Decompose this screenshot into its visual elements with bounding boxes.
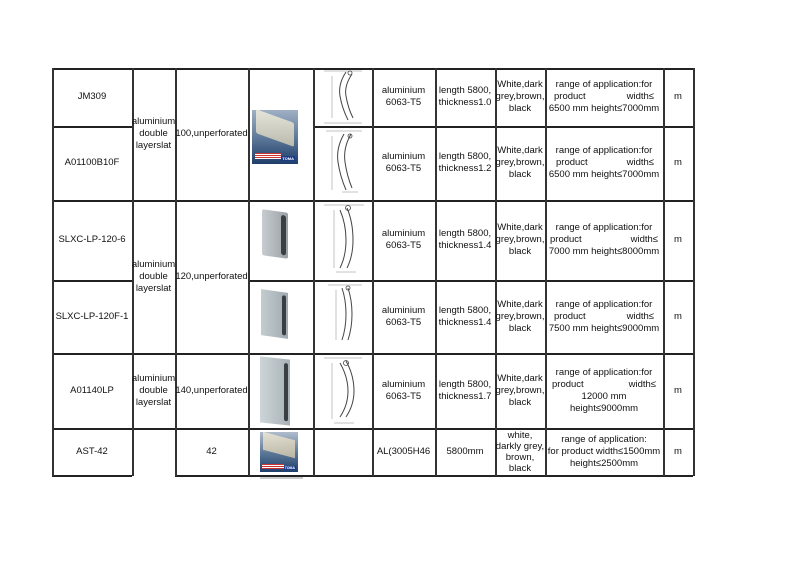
- model-cell: [52, 280, 132, 353]
- spec-line: length 5800,: [438, 151, 492, 162]
- spec-line: 5800mm: [446, 445, 484, 457]
- slat-type-line: layerslat: [135, 282, 172, 294]
- range-line: product: [550, 234, 582, 245]
- material: aluminium 6063-T5: [381, 151, 426, 174]
- range-line: range of application:for: [555, 79, 653, 90]
- range-line: product: [554, 91, 586, 102]
- slat-type-line: layerslat: [135, 140, 172, 151]
- unit: m: [674, 91, 682, 102]
- slat-groove: [284, 363, 288, 421]
- colors-cell: [495, 280, 545, 353]
- slat-size-cell: [175, 200, 248, 353]
- range-line: width≤: [626, 91, 654, 102]
- col-divider: [313, 68, 315, 476]
- range-cell: [545, 428, 663, 475]
- colors-cell: [495, 200, 545, 280]
- slat-groove: [282, 295, 286, 336]
- model-cell: [52, 126, 132, 200]
- color-line: black: [508, 246, 532, 257]
- range-line: range of application:for: [555, 366, 653, 378]
- slat-size-cell: [175, 353, 248, 428]
- slat-type-line: double: [139, 128, 168, 139]
- unit-cell: [663, 428, 693, 475]
- color-line: black: [508, 322, 532, 334]
- table-border-right: [693, 68, 695, 476]
- unit: m: [674, 384, 682, 396]
- slat-type-cell: [132, 353, 175, 428]
- profile-drawing: [318, 202, 368, 278]
- material-cell: [372, 353, 435, 428]
- color-line: darkly grey,: [495, 440, 545, 452]
- slat-type-line: aluminium: [131, 372, 176, 384]
- model-cell: [52, 200, 132, 280]
- color-line: grey,brown,: [495, 384, 545, 396]
- model-name: SLXC-LP-120-6: [58, 234, 126, 245]
- model-name: A01140LP: [70, 384, 114, 396]
- range-line: width≤: [626, 310, 654, 322]
- slat-type-line: double: [139, 270, 168, 282]
- model-name: A01100B10F: [64, 157, 120, 168]
- color-line: grey,brown,: [495, 157, 545, 168]
- color-line: black: [508, 169, 532, 180]
- colors-cell: [495, 126, 545, 200]
- range-line: product: [556, 157, 588, 168]
- range-line: 12000 mm height≤9000mm: [569, 390, 639, 414]
- col-divider: [248, 68, 250, 476]
- table-border-bottom: [175, 475, 693, 477]
- range-line: 7500 mm height≤9000mm: [548, 322, 660, 334]
- spec-line: thickness1.4: [438, 316, 492, 328]
- brand-label: TOMA: [282, 156, 294, 161]
- color-line: grey,brown,: [495, 234, 545, 245]
- profile-drawing: [318, 282, 368, 352]
- range-line: range of application:: [561, 433, 647, 445]
- range-cell: [545, 353, 663, 428]
- product-photo-toma: [260, 432, 298, 472]
- color-line: grey,brown,: [495, 91, 545, 102]
- slat-type-line: double: [139, 384, 168, 396]
- range-line: product: [554, 310, 586, 322]
- product-photo-slat: [260, 356, 290, 425]
- spec-line: thickness1.4: [438, 240, 492, 251]
- spec-cell: [435, 280, 495, 353]
- range-line: 6500 mm height≤7000mm: [548, 169, 660, 180]
- model-name: AST-42: [76, 445, 108, 457]
- range-cell: [545, 280, 663, 353]
- range-line: width≤: [630, 234, 658, 245]
- spec-cell: [435, 200, 495, 280]
- model-cell: [52, 353, 132, 428]
- spec-line: length 5800,: [438, 378, 492, 390]
- material: AL(3005H46: [376, 445, 431, 457]
- range-line: 7000 mm height≤8000mm: [548, 246, 660, 257]
- image-caption-bar: [260, 477, 303, 479]
- flag-stripes-icon: [262, 464, 284, 469]
- brand-label: TOMA: [284, 466, 295, 470]
- range-cell: [545, 126, 663, 200]
- material: aluminium 6063-T5: [381, 378, 426, 402]
- spec-line: thickness1.0: [438, 97, 492, 108]
- color-line: White,dark: [497, 222, 543, 233]
- range-cell: [545, 68, 663, 126]
- color-line: black: [508, 462, 532, 474]
- product-photo-slat: [261, 289, 288, 339]
- range-line: range of application:for: [555, 222, 653, 233]
- range-line: range of application:for: [555, 145, 653, 156]
- slat-type-line: aluminium: [131, 116, 176, 127]
- unit: m: [674, 310, 682, 322]
- unit: m: [674, 445, 682, 457]
- material: aluminium 6063-T5: [381, 228, 426, 251]
- color-line: White,dark: [497, 372, 543, 384]
- color-line: black: [508, 103, 532, 114]
- range-line: height≤2500mm: [569, 457, 639, 469]
- unit-cell: [663, 200, 693, 280]
- range-line: width≤: [626, 157, 654, 168]
- unit: m: [674, 234, 682, 245]
- spec-line: length 5800,: [438, 304, 492, 316]
- material: aluminium 6063-T5: [381, 304, 426, 328]
- slat-type-line: layerslat: [135, 396, 172, 408]
- unit-cell: [663, 126, 693, 200]
- slat-size: 42: [206, 445, 217, 457]
- material-cell: [372, 428, 435, 475]
- product-photo-toma: [252, 110, 298, 164]
- material-cell: [372, 126, 435, 200]
- spec-line: thickness1.7: [438, 390, 492, 402]
- unit-cell: [663, 68, 693, 126]
- profile-drawing: [318, 355, 368, 427]
- spec-cell: [435, 68, 495, 126]
- spec-line: length 5800,: [438, 85, 492, 96]
- slat-shape: [256, 109, 294, 147]
- colors-cell: [495, 353, 545, 428]
- slat-size-cell: [175, 428, 248, 475]
- color-line: white,: [507, 429, 533, 441]
- unit-cell: [663, 280, 693, 353]
- spec-cell: [435, 126, 495, 200]
- range-cell: [545, 200, 663, 280]
- spec-line: length 5800,: [438, 228, 492, 239]
- color-line: grey,brown,: [495, 310, 545, 322]
- spec-cell: [435, 353, 495, 428]
- profile-drawing: [318, 68, 368, 126]
- spec-cell: [435, 428, 495, 475]
- slat-type-cell: [132, 200, 175, 353]
- range-line: width≤: [628, 378, 656, 390]
- range-line: product: [552, 378, 584, 390]
- spec-line: thickness1.2: [438, 163, 492, 174]
- color-line: brown,: [505, 451, 535, 463]
- range-line: range of application:for: [555, 298, 653, 310]
- slat-size: 120,unperforated: [175, 270, 248, 282]
- model-name: JM309: [77, 91, 107, 102]
- slat-type-cell: [132, 68, 175, 200]
- profile-drawing: [318, 128, 368, 198]
- model-cell: [52, 68, 132, 126]
- slat-shape: [263, 432, 295, 459]
- range-line: for product width≤1500mm: [547, 445, 661, 457]
- color-line: White,dark: [497, 298, 543, 310]
- slat-type-line: aluminium: [131, 258, 176, 270]
- color-line: White,dark: [497, 79, 543, 90]
- material-cell: [372, 200, 435, 280]
- model-cell: [52, 428, 132, 475]
- table-border-bottom: [52, 475, 132, 477]
- flag-stripes-icon: [255, 153, 281, 159]
- slat-size: 140,unperforated: [175, 384, 248, 396]
- model-name: SLXC-LP-120F-1: [55, 310, 129, 322]
- colors-cell: [495, 68, 545, 126]
- colors-cell: [495, 428, 545, 475]
- product-photo-slat: [262, 209, 288, 259]
- unit-cell: [663, 353, 693, 428]
- slat-size: 100,unperforated: [175, 128, 248, 139]
- material-cell: [372, 280, 435, 353]
- range-line: 6500 mm height≤7000mm: [548, 103, 660, 114]
- color-line: White,dark: [497, 145, 543, 156]
- slat-groove: [281, 215, 286, 256]
- material-cell: [372, 68, 435, 126]
- color-line: black: [508, 396, 532, 408]
- slat-size-cell: [175, 68, 248, 200]
- material: aluminium 6063-T5: [381, 85, 426, 108]
- unit: m: [674, 157, 682, 168]
